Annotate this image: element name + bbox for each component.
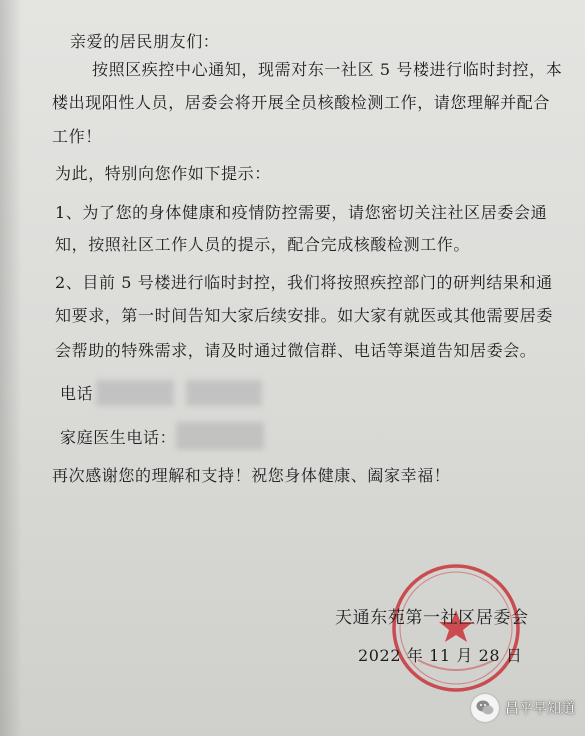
redacted-phone-1 bbox=[96, 380, 174, 406]
greeting: 亲爱的居民朋友们： bbox=[70, 32, 220, 51]
item-2-line-3: 会帮助的特殊需求，请及时通过微信群、电话等渠道告知居委会。 bbox=[55, 341, 537, 360]
phone-label: 电话 bbox=[60, 384, 94, 403]
paragraph-1-line-2: 楼出现阳性人员，居委会将开展全员核酸检测工作，请您理解并配合 bbox=[52, 93, 551, 112]
signature: 天通东苑第一社区居委会 bbox=[335, 608, 529, 628]
watermark bbox=[471, 694, 575, 722]
wechat-icon bbox=[471, 694, 499, 722]
item-2-line-2: 知要求，第一时间告知大家后续安排。如大家有就医或其他需要居委 bbox=[55, 306, 554, 325]
page-shadow bbox=[0, 0, 22, 736]
paragraph-1-line-1: 按照区疾控中心通知，现需对东一社区 5 号楼进行临时封控，本 bbox=[92, 60, 563, 79]
official-seal bbox=[388, 560, 524, 696]
item-1-line-1: 1、为了您的身体健康和疫情防控需要，请您密切关注社区居委会通 bbox=[55, 203, 548, 222]
redacted-doctor-phone bbox=[176, 422, 264, 450]
paragraph-1-line-3: 工作！ bbox=[52, 127, 102, 146]
intro-line: 为此，特别向您作如下提示： bbox=[55, 164, 271, 183]
doctor-phone-label: 家庭医生电话： bbox=[60, 428, 177, 447]
watermark-text: 昌平早知道 bbox=[505, 701, 575, 717]
item-2-line-1: 2、目前 5 号楼进行临时封控，我们将按照疾控部门的研判结果和通 bbox=[55, 273, 553, 292]
redacted-phone-2 bbox=[186, 380, 262, 406]
date: 2022 年 11 月 28 日 bbox=[358, 646, 523, 665]
thanks-line: 再次感谢您的理解和支持！祝您身体健康、阖家幸福！ bbox=[52, 466, 451, 485]
item-1-line-2: 知，按照社区工作人员的提示，配合完成核酸检测工作。 bbox=[55, 235, 471, 254]
